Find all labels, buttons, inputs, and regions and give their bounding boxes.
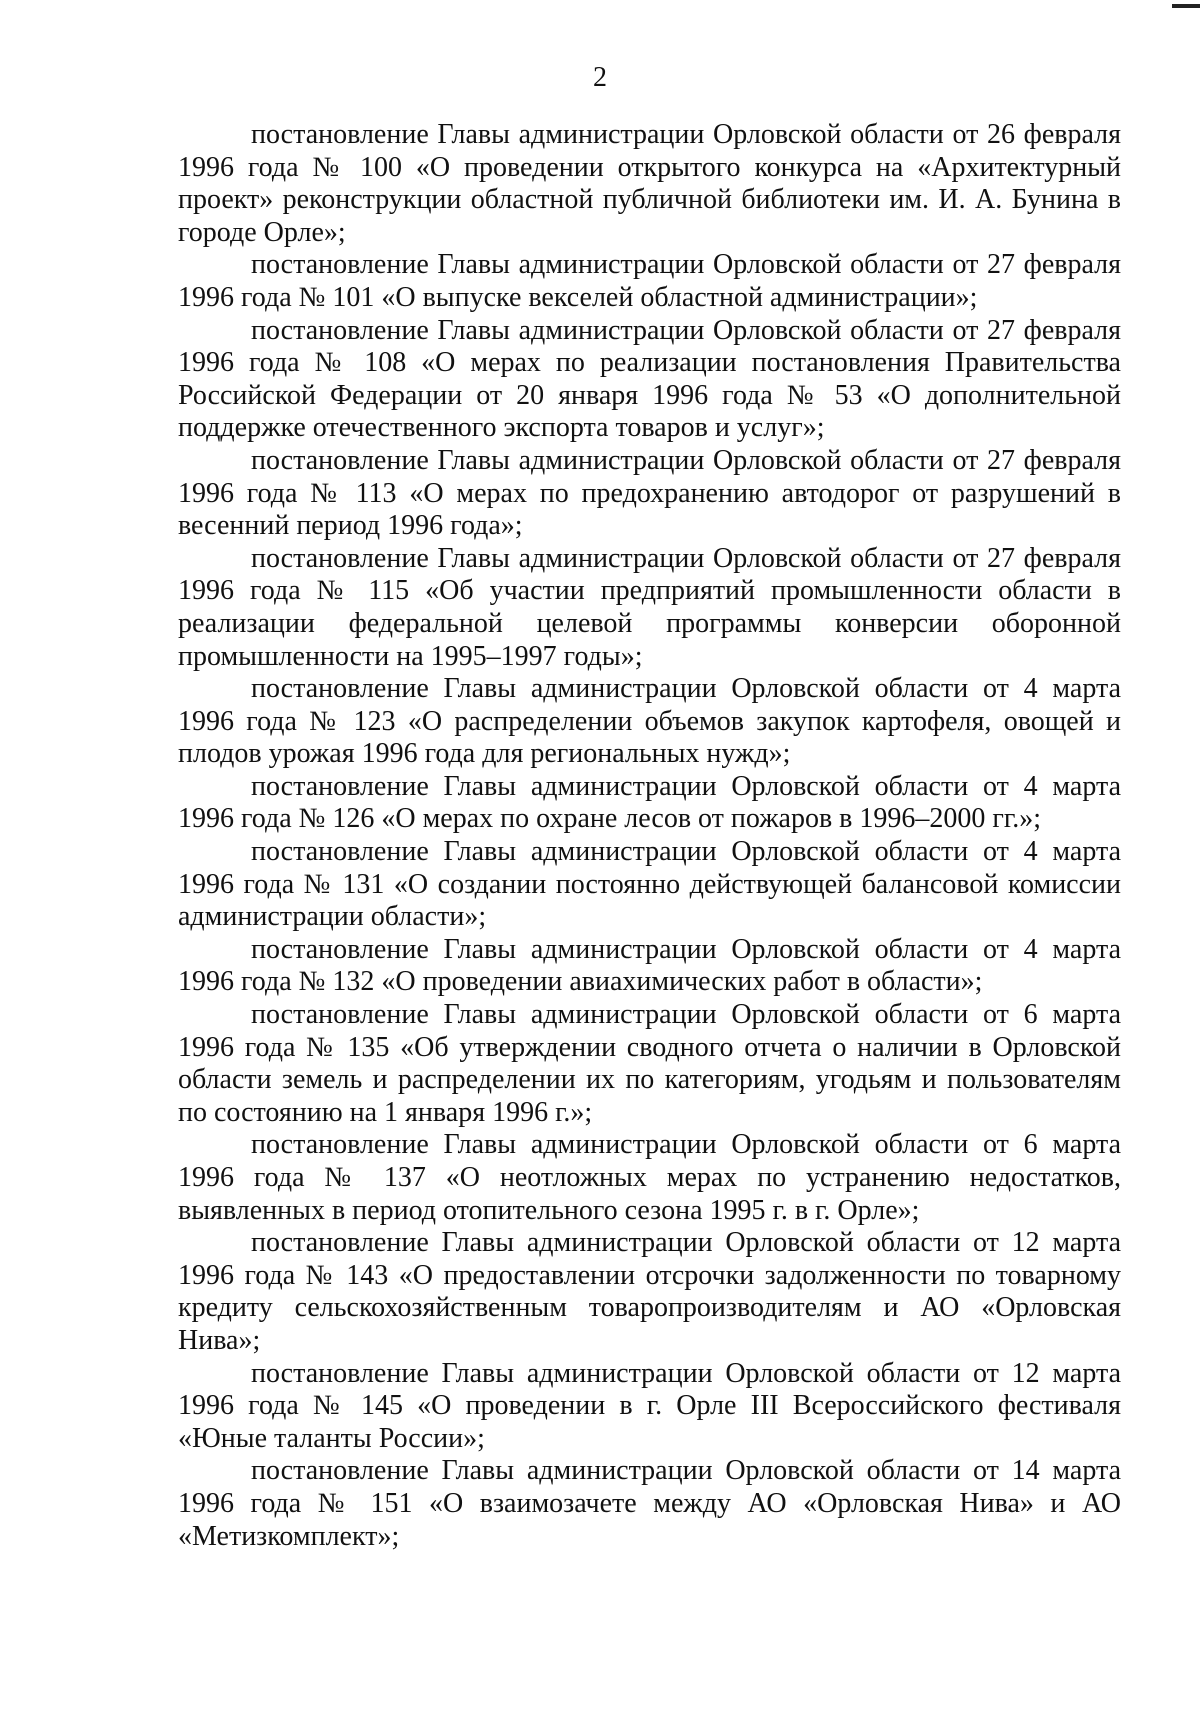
list-item: постановление Главы администрации Орловской области от 12 марта 1996 года № 145 «О проведении в г. Орле III Всероссийского фестиваля «Юные таланты России»;	[178, 1357, 1121, 1454]
list-item: постановление Главы администрации Орловской области от 4 марта 1996 года № 132 «О проведении авиахимических работ в области»;	[178, 933, 1121, 998]
list-item: постановление Главы администрации Орловской области от 27 февраля 1996 года № 101 «О выпуске векселей областной администрации»;	[178, 249, 1121, 313]
list-item: постановление Главы администрации Орловской области от 27 февраля 1996 года № 115 «Об участии предприятий промышленности области в реализации федеральной целевой программы конверсии оборонной промышленности на 1995–1997 годы»;	[178, 542, 1121, 672]
list-item: постановление Главы администрации Орловской области от 4 марта 1996 года № 123 «О распределении объемов закупок картофеля, овощей и плодов урожая 1996 года для региональных нужд»;	[178, 673, 1121, 770]
list-item: постановление Главы администрации Орловской области от 27 февраля 1996 года № 108 «О мерах по реализации постановления Правительства Российской Федерации от 20 января 1996 года № 53 «О дополнительной поддержке отечественного экспорта товаров и услуг»;	[178, 314, 1121, 444]
document-body	[178, 119, 1121, 1553]
list-item: постановление Главы администрации Орловской области от 26 февраля 1996 года № 100 «О проведении открытого конкурса на «Архитектурный проект» реконструкции областной публичной библиотеки им. И. А. Бунина в городе Орле»;	[178, 119, 1121, 248]
list-item: постановление Главы администрации Орловской области от 6 марта 1996 года № 135 «Об утверждении сводного отчета о наличии в Орловской области земель и распределении их по категориям, угодьям и пользователям по состоянию на 1 января 1996 г.»;	[178, 999, 1121, 1128]
list-item: постановление Главы администрации Орловской области от 27 февраля 1996 года № 113 «О мерах по предохранению автодорог от разрушений в весенний период 1996 года»;	[178, 444, 1121, 542]
scan-edge-mark	[1172, 4, 1200, 8]
list-item: постановление Главы администрации Орловской области от 6 марта 1996 года № 137 «О неотложных мерах по устранению недостатков, выявленных в период отопительного сезона 1995 г. в г. Орле»;	[178, 1129, 1121, 1226]
list-item: постановление Главы администрации Орловской области от 4 марта 1996 года № 131 «О создании постоянно действующей балансовой комиссии администрации области»;	[178, 836, 1121, 933]
list-item: постановление Главы администрации Орловской области от 4 марта 1996 года № 126 «О мерах по охране лесов от пожаров в 1996–2000 гг.»;	[178, 770, 1121, 835]
list-item: постановление Главы администрации Орловской области от 12 марта 1996 года № 143 «О предоставлении отсрочки задолженности по товарному кредиту сельскохозяйственным товаропроизводителям и АО «Орловская Нива»;	[178, 1227, 1121, 1356]
page-number: 2	[593, 62, 607, 93]
list-item: постановление Главы администрации Орловской области от 14 марта 1996 года № 151 «О взаимозачете между АО «Орловская Нива» и АО «Метизкомплект»;	[178, 1455, 1121, 1552]
